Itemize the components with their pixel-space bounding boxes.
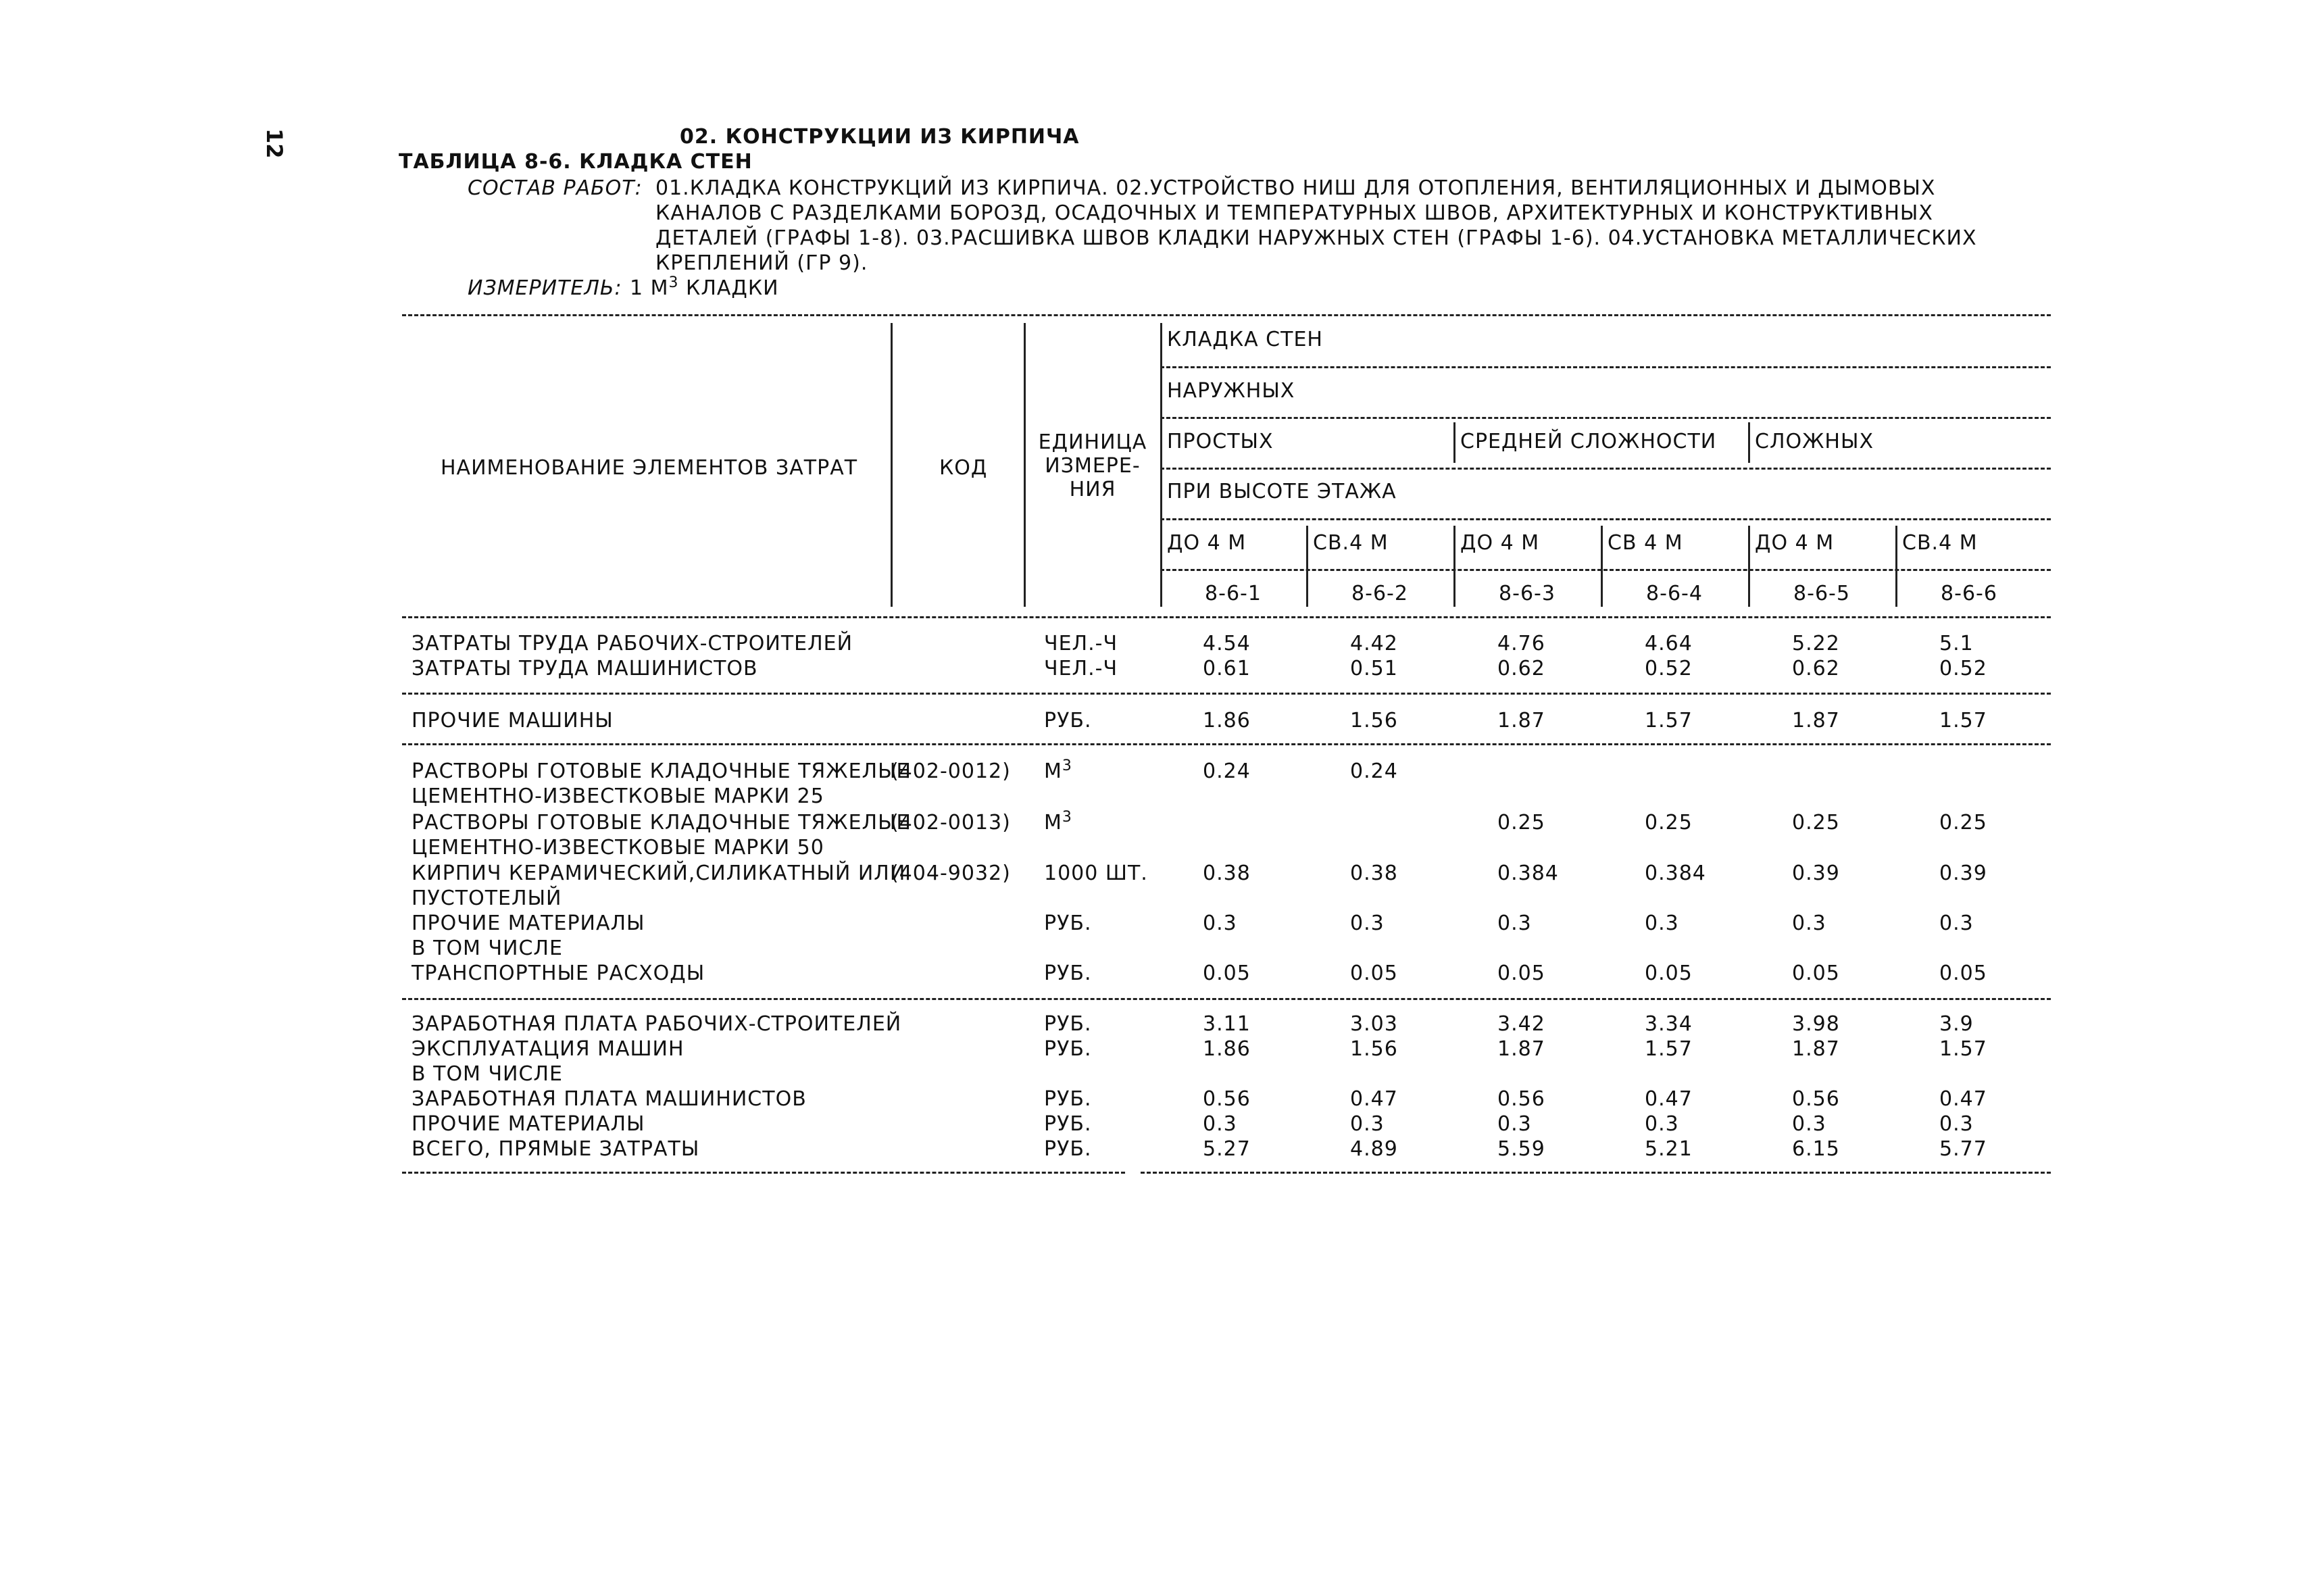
row-name: ЗАТРАТЫ ТРУДА МАШИНИСТОВ: [412, 657, 758, 680]
header-rule: [1160, 468, 2051, 470]
header-rule: [1160, 569, 2051, 571]
row-value: 0.384: [1645, 862, 1706, 885]
header-group: КЛАДКА СТЕН: [1167, 328, 1323, 351]
work-line: 01.КЛАДКА КОНСТРУКЦИЙ ИЗ КИРПИЧА. 02.УСТРОЙСТВО НИШ ДЛЯ ОТОПЛЕНИЯ, ВЕНТИЛЯЦИОННЫХ И ДЫМОВЫХ: [655, 176, 1936, 200]
header-type: ПРОСТЫХ: [1167, 430, 1274, 453]
row-unit: 1000 ШТ.: [1044, 862, 1148, 885]
row-value: 0.38: [1350, 862, 1398, 885]
row-code: (404-9032): [891, 862, 1011, 885]
row-value: 1.87: [1497, 709, 1545, 732]
row-value: 5.22: [1792, 632, 1840, 655]
row-value: 0.56: [1792, 1087, 1840, 1111]
row-value: 1.87: [1792, 709, 1840, 732]
row-value: 0.47: [1645, 1087, 1693, 1111]
row-value: 0.56: [1203, 1087, 1251, 1111]
table-bottom-rule: [1141, 1172, 2051, 1174]
row-value: 5.1: [1939, 632, 1974, 655]
row-value: 0.3: [1203, 1112, 1237, 1136]
row-name-continuation: В ТОМ ЧИСЛЕ: [412, 1062, 563, 1086]
row-value: 0.25: [1497, 811, 1545, 834]
header-column-code: 8-6-4: [1646, 582, 1703, 605]
row-value: 4.76: [1497, 632, 1545, 655]
row-name: КИРПИЧ КЕРАМИЧЕСКИЙ,СИЛИКАТНЫЙ ИЛИ: [412, 862, 906, 885]
row-unit: РУБ.: [1044, 1037, 1092, 1061]
row-unit: РУБ.: [1044, 1137, 1092, 1161]
header-rule: [1160, 417, 2051, 419]
row-value: 0.25: [1792, 811, 1840, 834]
row-value: 0.3: [1792, 912, 1826, 935]
header-divider: [1024, 323, 1026, 607]
row-value: 1.87: [1497, 1037, 1545, 1061]
measure-value: 1 $М^3$ КЛАДКИ: [630, 274, 779, 300]
section-rule: [402, 998, 2051, 1000]
row-value: 0.56: [1497, 1087, 1545, 1111]
row-value: 0.3: [1497, 1112, 1532, 1136]
row-value: 0.3: [1203, 912, 1237, 935]
header-divider: [891, 323, 893, 607]
row-value: 0.3: [1939, 912, 1974, 935]
row-name: ЭКСПЛУАТАЦИЯ МАШИН: [412, 1037, 684, 1061]
row-value: 0.47: [1939, 1087, 1987, 1111]
row-unit: РУБ.: [1044, 962, 1092, 985]
row-value: 0.62: [1792, 657, 1840, 680]
row-value: 0.39: [1939, 862, 1987, 885]
row-value: 3.11: [1203, 1012, 1251, 1036]
row-unit: ЧЕЛ.-Ч: [1044, 632, 1118, 655]
row-name: РАСТВОРЫ ГОТОВЫЕ КЛАДОЧНЫЕ ТЯЖЕЛЫЕ: [412, 759, 910, 783]
header-height: СВ 4 М: [1608, 531, 1683, 555]
row-value: 0.39: [1792, 862, 1840, 885]
row-value: 0.3: [1645, 1112, 1679, 1136]
row-unit: ЧЕЛ.-Ч: [1044, 657, 1118, 680]
header-name-column: НАИМЕНОВАНИЕ ЭЛЕМЕНТОВ ЗАТРАТ: [441, 456, 858, 480]
header-unit-column: ЕДИНИЦА: [1038, 430, 1147, 454]
table-title: ТАБЛИЦА 8-6. КЛАДКА СТЕН: [399, 150, 753, 174]
row-value: 3.42: [1497, 1012, 1545, 1036]
page-number: 12: [262, 128, 287, 159]
row-value: 0.24: [1350, 759, 1398, 783]
header-divider: [1748, 422, 1750, 463]
row-name-continuation: ЦЕМЕНТНО-ИЗВЕСТКОВЫЕ МАРКИ 25: [412, 784, 824, 808]
header-height: ДО 4 М: [1167, 531, 1247, 555]
row-unit: $М^3$: [1044, 757, 1072, 783]
row-value: 1.57: [1939, 709, 1987, 732]
row-value: 1.56: [1350, 1037, 1398, 1061]
row-value: 0.05: [1792, 962, 1840, 985]
row-value: 4.42: [1350, 632, 1398, 655]
row-value: 1.86: [1203, 709, 1251, 732]
row-unit: $М^3$: [1044, 809, 1072, 834]
row-value: 0.62: [1497, 657, 1545, 680]
row-unit: РУБ.: [1044, 1012, 1092, 1036]
row-value: 0.05: [1497, 962, 1545, 985]
row-value: 0.24: [1203, 759, 1251, 783]
work-line: ДЕТАЛЕЙ (ГРАФЫ 1-8). 03.РАСШИВКА ШВОВ КЛАДКИ НАРУЖНЫХ СТЕН (ГРАФЫ 1-6). 04.УСТАНОВКА МЕТАЛЛИЧЕСКИХ: [655, 226, 1977, 250]
row-name-continuation: ПУСТОТЕЛЫЙ: [412, 887, 562, 910]
row-value: 0.05: [1350, 962, 1398, 985]
row-name: ПРОЧИЕ МАТЕРИАЛЫ: [412, 1112, 645, 1136]
row-value: 0.61: [1203, 657, 1251, 680]
header-height: СВ.4 М: [1313, 531, 1389, 555]
row-value: 3.9: [1939, 1012, 1974, 1036]
row-value: 0.3: [1939, 1112, 1974, 1136]
row-name-continuation: В ТОМ ЧИСЛЕ: [412, 937, 563, 960]
work-line: КРЕПЛЕНИЙ (ГР 9).: [655, 251, 868, 275]
row-value: 1.87: [1792, 1037, 1840, 1061]
row-value: 0.52: [1645, 657, 1693, 680]
header-column-code: 8-6-2: [1351, 582, 1408, 605]
row-value: 0.52: [1939, 657, 1987, 680]
header-bottom-rule: [402, 616, 2051, 618]
row-name: ЗАТРАТЫ ТРУДА РАБОЧИХ-СТРОИТЕЛЕЙ: [412, 632, 853, 655]
row-unit: РУБ.: [1044, 1112, 1092, 1136]
row-value: 0.05: [1645, 962, 1693, 985]
row-value: 0.38: [1203, 862, 1251, 885]
work-label: СОСТАВ РАБОТ:: [468, 176, 643, 200]
row-value: 1.86: [1203, 1037, 1251, 1061]
header-type: СРЕДНЕЙ СЛОЖНОСТИ: [1460, 430, 1717, 453]
row-code: (402-0013): [891, 811, 1011, 834]
row-value: 0.47: [1350, 1087, 1398, 1111]
header-unit-column: ИЗМЕРЕ-: [1045, 454, 1141, 478]
measure-label: ИЗМЕРИТЕЛЬ:: [468, 276, 622, 300]
row-value: 1.56: [1350, 709, 1398, 732]
header-rule: [1160, 518, 2051, 520]
header-height: ДО 4 М: [1460, 531, 1540, 555]
row-value: 5.27: [1203, 1137, 1251, 1161]
row-name: ПРОЧИЕ МАТЕРИАЛЫ: [412, 912, 645, 935]
row-value: 0.384: [1497, 862, 1559, 885]
header-column-code: 8-6-3: [1499, 582, 1555, 605]
row-unit: РУБ.: [1044, 1087, 1092, 1111]
row-value: 0.05: [1939, 962, 1987, 985]
row-value: 3.03: [1350, 1012, 1398, 1036]
row-value: 4.89: [1350, 1137, 1398, 1161]
row-name: ЗАРАБОТНАЯ ПЛАТА МАШИНИСТОВ: [412, 1087, 807, 1111]
section-rule: [402, 743, 2051, 745]
row-value: 0.3: [1497, 912, 1532, 935]
row-name: РАСТВОРЫ ГОТОВЫЕ КЛАДОЧНЫЕ ТЯЖЕЛЫЕ: [412, 811, 910, 834]
table-top-rule: [402, 314, 2051, 316]
row-value: 4.54: [1203, 632, 1251, 655]
row-unit: РУБ.: [1044, 709, 1092, 732]
row-name: ТРАНСПОРТНЫЕ РАСХОДЫ: [412, 962, 705, 985]
header-height: ДО 4 М: [1755, 531, 1835, 555]
row-name: ВСЕГО, ПРЯМЫЕ ЗАТРАТЫ: [412, 1137, 700, 1161]
header-type: СЛОЖНЫХ: [1755, 430, 1874, 453]
work-line: КАНАЛОВ С РАЗДЕЛКАМИ БОРОЗД, ОСАДОЧНЫХ И ТЕМПЕРАТУРНЫХ ШВОВ, АРХИТЕКТУРНЫХ И КОНСТРУКТИВНЫХ: [655, 201, 1933, 225]
row-value: 5.59: [1497, 1137, 1545, 1161]
row-value: 0.25: [1939, 811, 1987, 834]
row-value: 1.57: [1645, 1037, 1693, 1061]
row-name-continuation: ЦЕМЕНТНО-ИЗВЕСТКОВЫЕ МАРКИ 50: [412, 836, 824, 859]
row-value: 1.57: [1939, 1037, 1987, 1061]
row-value: 0.05: [1203, 962, 1251, 985]
row-unit: РУБ.: [1044, 912, 1092, 935]
row-value: 3.34: [1645, 1012, 1693, 1036]
row-name: ЗАРАБОТНАЯ ПЛАТА РАБОЧИХ-СТРОИТЕЛЕЙ: [412, 1012, 902, 1036]
row-value: 0.25: [1645, 811, 1693, 834]
header-divider: [1453, 422, 1455, 463]
row-value: 0.3: [1350, 912, 1385, 935]
header-column-code: 8-6-5: [1793, 582, 1850, 605]
header-divider: [1160, 323, 1162, 607]
row-value: 5.77: [1939, 1137, 1987, 1161]
row-value: 0.51: [1350, 657, 1398, 680]
header-height: СВ.4 М: [1902, 531, 1978, 555]
row-value: 0.3: [1350, 1112, 1385, 1136]
row-code: (402-0012): [891, 759, 1011, 783]
row-value: 1.57: [1645, 709, 1693, 732]
row-value: 0.3: [1792, 1112, 1826, 1136]
row-value: 3.98: [1792, 1012, 1840, 1036]
header-unit-column: НИЯ: [1069, 478, 1116, 501]
row-value: 4.64: [1645, 632, 1693, 655]
row-name: ПРОЧИЕ МАШИНЫ: [412, 709, 614, 732]
section-rule: [402, 693, 2051, 695]
header-code-column: КОД: [939, 456, 988, 480]
row-value: 0.3: [1645, 912, 1679, 935]
row-value: 6.15: [1792, 1137, 1840, 1161]
header-subgroup: НАРУЖНЫХ: [1167, 379, 1295, 403]
header-height-label: ПРИ ВЫСОТЕ ЭТАЖА: [1167, 480, 1397, 503]
header-rule: [1160, 366, 2051, 368]
header-column-code: 8-6-6: [1941, 582, 1997, 605]
table-bottom-rule: [402, 1172, 1125, 1174]
row-value: 5.21: [1645, 1137, 1693, 1161]
section-title: 02. КОНСТРУКЦИИ ИЗ КИРПИЧА: [680, 125, 1080, 149]
header-column-code: 8-6-1: [1205, 582, 1262, 605]
